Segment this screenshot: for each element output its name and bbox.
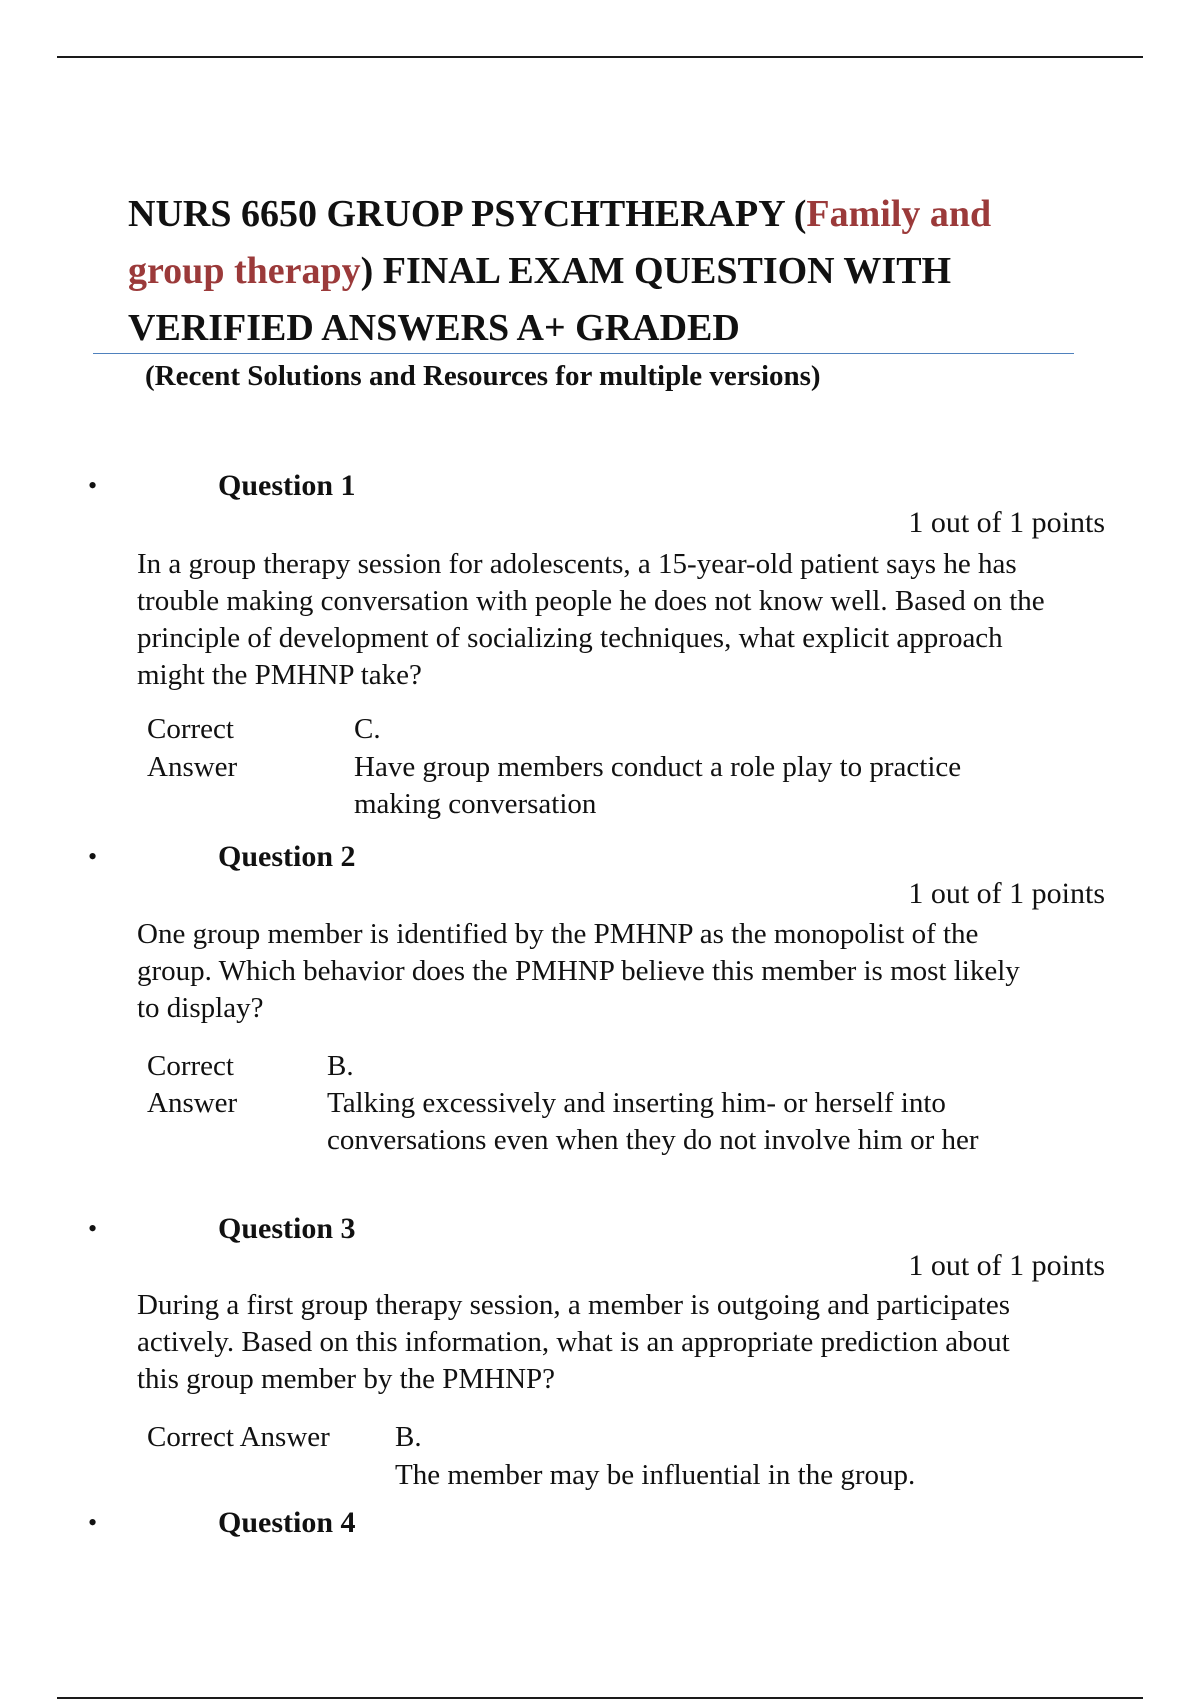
question-title: Question 3 [218, 1212, 356, 1245]
answer-text: Have group members conduct a role play to practice making conversation [354, 751, 962, 820]
question-title: Question 2 [218, 840, 356, 873]
question-title: Question 1 [218, 469, 356, 502]
question-text: During a first group therapy session, a member is outgoing and participates actively. Based on this information, what is an appropriate prediction about this group member by the PMHNP? [137, 1289, 1011, 1395]
correct-answer-label-line2: Answer [147, 751, 238, 783]
points-score: 1 out of 1 points [908, 877, 1105, 910]
question-text: In a group therapy session for adolescents, a 15-year-old patient says he has trouble making conversation with people he does not know well. Based on the principle of development of socializing techniques, what explicit approach might the PMHNP take? [137, 548, 1045, 691]
title-underline [93, 353, 1074, 354]
points-score: 1 out of 1 points [908, 506, 1105, 539]
document-subtitle: (Recent Solutions and Resources for multiple versions) [145, 360, 821, 392]
answer-letter: C. [354, 713, 381, 745]
document-title [128, 186, 1088, 357]
bottom-rule [57, 1697, 1143, 1699]
bullet: • [88, 1214, 98, 1243]
title-highlight: Family and group therapy [128, 193, 992, 292]
answer-text: The member may be influential in the group. [395, 1459, 916, 1491]
correct-answer-label: Correct [147, 713, 234, 745]
bullet: • [88, 471, 98, 500]
top-rule [57, 56, 1143, 58]
answer-letter: B. [395, 1421, 422, 1453]
title-text-end: ) FINAL EXAM QUESTION WITH VERIFIED ANSWERS A+ GRADED [128, 250, 952, 349]
question-title: Question 4 [218, 1506, 356, 1539]
bullet: • [88, 1508, 98, 1537]
points-score: 1 out of 1 points [908, 1249, 1105, 1282]
correct-answer-label: Correct Answer [147, 1421, 330, 1453]
correct-answer-label: Correct [147, 1050, 234, 1082]
question-text: One group member is identified by the PMHNP as the monopolist of the group. Which behavior does the PMHNP believe this member is most likely to display? [137, 918, 1020, 1024]
answer-letter: B. [327, 1050, 354, 1082]
answer-text: Talking excessively and inserting him- or herself into conversations even when they do not involve him or her [327, 1087, 979, 1156]
correct-answer-label-line2: Answer [147, 1087, 238, 1119]
title-text-start: NURS 6650 GRUOP PSYCHTHERAPY ( [128, 193, 807, 235]
bullet: • [88, 842, 98, 871]
